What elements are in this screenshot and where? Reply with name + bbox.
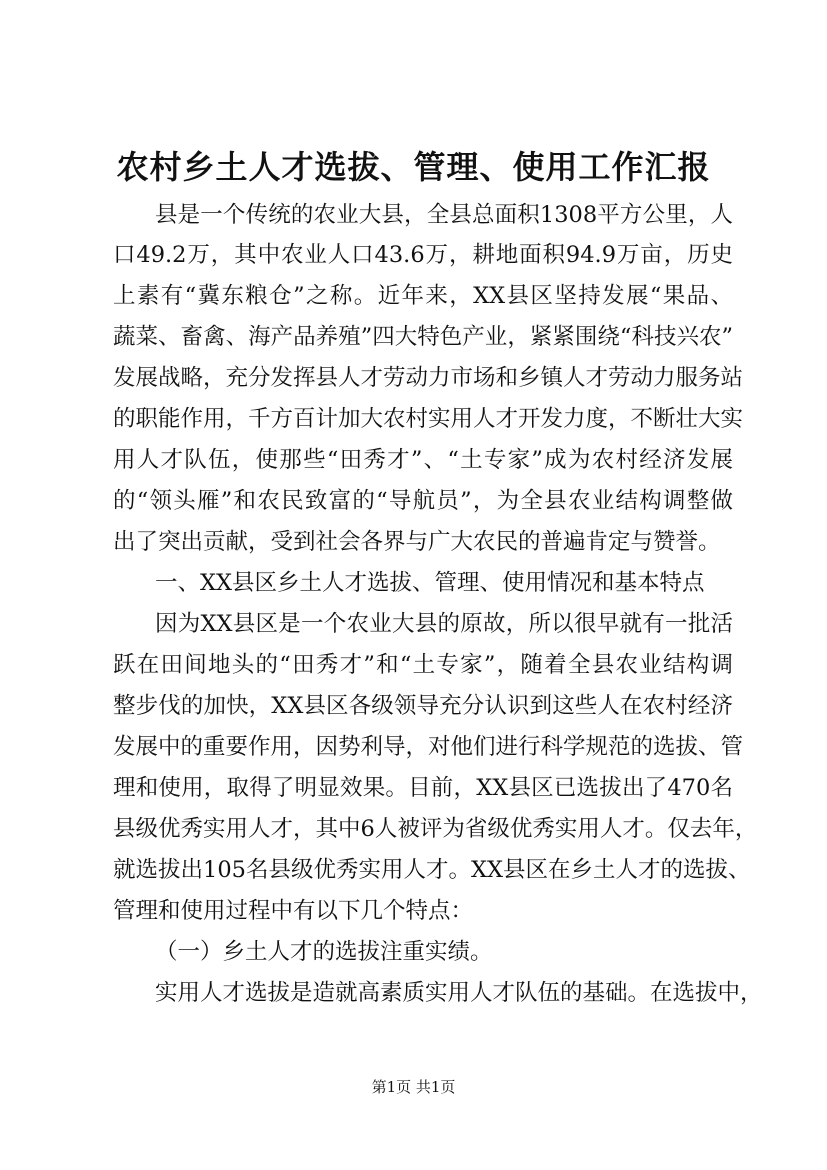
paragraph-line: 因为XX县区是一个农业大县的原故，所以很早就有一批活 [155,611,733,637]
section-heading: 一、XX县区乡土人才选拔、管理、使用情况和基本特点 [155,570,705,596]
paragraph-line: 管理和使用过程中有以下几个特点： [113,898,474,924]
paragraph-line: 上素有“冀东粮仓”之称。近年来，XX县区坚持发展“果品、 [113,283,733,309]
paragraph-line: 就选拔出105名县级优秀实用人才。XX县区在乡土人才的选拔、 [113,857,751,883]
paragraph-line: 的职能作用，千方百计加大农村实用人才开发力度，不断壮大实 [113,406,744,432]
paragraph-line: 县是一个传统的农业大县，全县总面积1308平方公里，人 [155,202,733,228]
subsection-heading: （一）乡土人才的选拔注重实绩。 [155,939,493,965]
paragraph-line: 发展中的重要作用，因势利导，对他们进行科学规范的选拔、管 [113,734,744,760]
page-footer: 第1页 共1页 [371,1078,456,1096]
paragraph-line: 出了突出贡献，受到社会各界与广大农民的普遍肯定与赞誉。 [113,529,721,555]
paragraph-line: 用人才队伍，使那些“田秀才”、“土专家”成为农村经济发展 [113,447,733,473]
paragraph-line: 县级优秀实用人才，其中6人被评为省级优秀实用人才。仅去年， [113,816,758,842]
paragraph-line: 发展战略，充分发挥县人才劳动力市场和乡镇人才劳动力服务站 [113,365,744,391]
paragraph-line: 跃在田间地头的“田秀才”和“土专家”，随着全县农业结构调 [113,652,733,678]
paragraph-line: 的“领头雁”和农民致富的“导航员”，为全县农业结构调整做 [113,488,733,514]
document-title: 农村乡土人才选拔、管理、使用工作汇报 [116,148,711,186]
paragraph-line: 理和使用，取得了明显效果。目前，XX县区已选拔出了470名 [113,775,733,801]
paragraph-line: 口49.2万，其中农业人口43.6万，耕地面积94.9万亩，历史 [113,242,733,268]
paragraph-line: 实用人才选拔是造就高素质实用人才队伍的基础。在选拔中， [155,980,763,1006]
paragraph-line: 整步伐的加快，XX县区各级领导充分认识到这些人在农村经济 [113,693,733,719]
paragraph-line: 蔬菜、畜禽、海产品养殖”四大特色产业，紧紧围绕“科技兴农” [113,324,733,350]
